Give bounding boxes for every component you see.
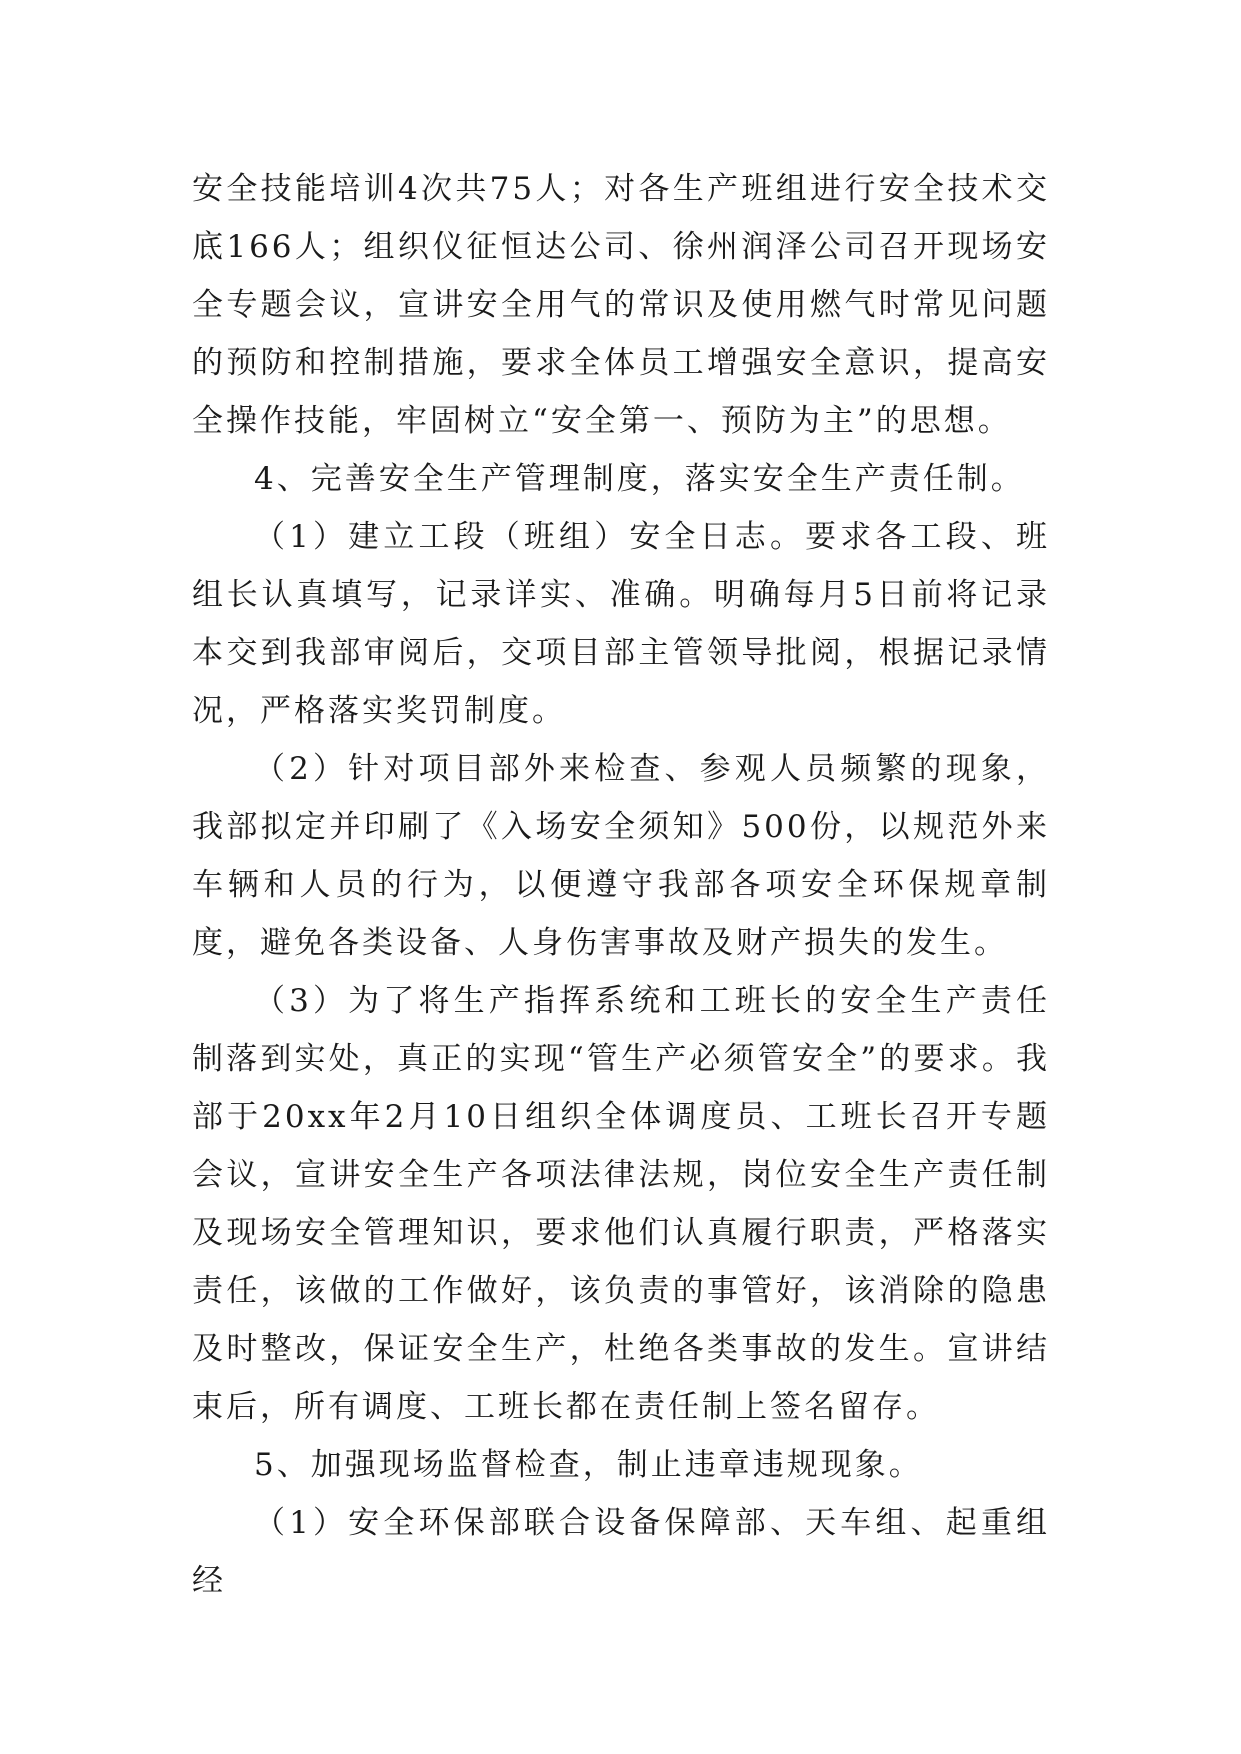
- heading-item-5: 5、加强现场监督检查，制止违章违规现象。: [254, 1447, 923, 1483]
- paragraph-item-4-2: （2）针对项目部外来检查、参观人员频繁的现象，我部拟定并印刷了《入场安全须知》500份，以规范外来车辆和人员的行为，以便遵守我部各项安全环保规章制度，避免各类设备、人身伤害事故及财产损失的发生。: [192, 751, 1050, 961]
- document-body: [192, 160, 1050, 1610]
- heading-item-4: 4、完善安全生产管理制度，落实安全生产责任制。: [254, 461, 1025, 497]
- paragraph-item-4-3: （3）为了将生产指挥系统和工班长的安全生产责任制落到实处，真正的实现“管生产必须管安全”的要求。我部于20xx年2月10日组织全体调度员、工班长召开专题会议，宣讲安全生产各项法律法规，岗位安全生产责任制及现场安全管理知识，要求他们认真履行职责，严格落实责任，该做的工作做好，该负责的事管好，该消除的隐患及时整改，保证安全生产，杜绝各类事故的发生。宣讲结束后，所有调度、工班长都在责任制上签名留存。: [192, 983, 1050, 1425]
- paragraph-training-summary: 安全技能培训4次共75人；对各生产班组进行安全技术交底166人；组织仪征恒达公司、徐州润泽公司召开现场安全专题会议，宣讲安全用气的常识及使用燃气时常见问题的预防和控制措施，要求全体员工增强安全意识，提高安全操作技能，牢固树立“安全第一、预防为主”的思想。: [192, 171, 1050, 439]
- paragraph-item-4-1: （1）建立工段（班组）安全日志。要求各工段、班组长认真填写，记录详实、准确。明确每月5日前将记录本交到我部审阅后，交项目部主管领导批阅，根据记录情况，严格落实奖罚制度。: [192, 519, 1050, 729]
- paragraph-item-5-1: （1）安全环保部联合设备保障部、天车组、起重组经: [192, 1505, 1050, 1599]
